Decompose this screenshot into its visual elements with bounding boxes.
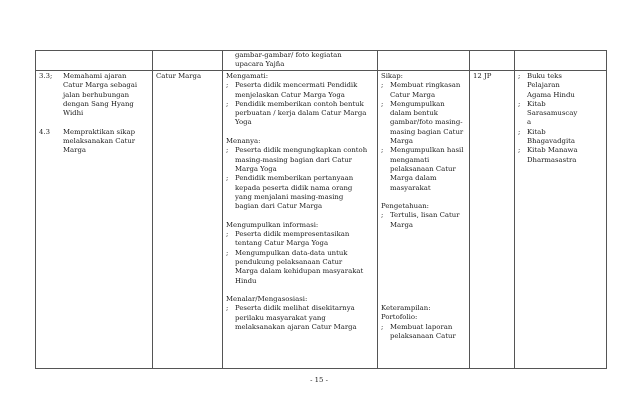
list-line: tentang Catur Marga Yoga — [235, 239, 329, 248]
activity-item — [226, 100, 374, 128]
list-line: Mengumpulkan data-data untuk — [235, 248, 348, 257]
kd-line: melaksanakan Catur — [63, 137, 136, 146]
spacer — [226, 211, 374, 220]
kd-item — [39, 72, 149, 118]
list-line: Tertulis, lisan Catur — [390, 211, 460, 220]
table-row-main — [36, 71, 607, 369]
list-line: Catur Marga — [390, 90, 436, 99]
list-line: Peserta didik mempresentasikan — [235, 230, 350, 239]
list-line: Pendidik memberikan contoh bentuk — [235, 99, 364, 108]
cell-kd-empty — [36, 51, 153, 71]
kd-number: 3.3; — [39, 72, 53, 80]
list-line: mengamati — [390, 155, 430, 164]
activity-heading: Menalar/Mengasosiasi: — [226, 295, 308, 304]
cell-alokasi-empty — [470, 51, 515, 71]
list-line: Bhagavadgita — [527, 137, 576, 146]
list-marker: ; — [518, 72, 521, 80]
list-line: Kitab Manawa — [527, 146, 578, 155]
kd-line: jalan berhubungan — [63, 90, 130, 99]
list-line: Peserta didik melihat disekitarnya — [235, 304, 355, 313]
pengetahuan-heading: Pengetahuan: — [381, 202, 429, 211]
cell-penilaian-empty — [378, 51, 470, 71]
activity-item — [226, 230, 374, 249]
list-line: Marga — [390, 137, 413, 146]
list-marker: ; — [518, 127, 521, 136]
list-line: perbuatan / kerja dalam Catur Marga — [235, 109, 367, 118]
list-line: Membuat ringkasan — [390, 81, 461, 90]
list-line: Sarasamuscay — [527, 109, 578, 118]
list-line: yang menjalani masing-masing — [235, 192, 344, 201]
list-line: kepada peserta didik nama orang — [235, 183, 353, 192]
list-line: Pelajaran — [527, 81, 560, 90]
list-marker: ; — [381, 81, 384, 90]
list-marker: ; — [226, 81, 229, 90]
cell-penilaian — [378, 71, 470, 369]
alokasi-text: 12 JP — [473, 72, 492, 80]
list-line: melaksanakan ajaran Catur Marga — [235, 323, 357, 332]
list-line: Pendidik memberikan pertanyaan — [235, 174, 354, 183]
kd-number: 4.3 — [39, 127, 50, 136]
portofolio-item — [381, 323, 466, 342]
activity-heading: Mengumpulkan informasi: — [226, 220, 319, 229]
spacer — [381, 230, 466, 304]
activity-item — [226, 146, 374, 174]
pengetahuan-item — [381, 211, 466, 230]
sumber-item — [518, 146, 603, 165]
cell-alokasi-waktu — [470, 71, 515, 369]
list-marker: ; — [381, 211, 384, 220]
list-line: Marga Yoga — [235, 164, 277, 173]
kd-line: Marga — [63, 146, 86, 155]
list-line: menjelaskan Catur Marga Yoga — [235, 90, 345, 99]
list-marker: ; — [381, 146, 384, 155]
list-line: pelaksanaan Catur — [390, 164, 456, 173]
sumber-item — [518, 72, 603, 100]
spacer — [381, 193, 466, 202]
cell-materi-empty — [153, 51, 223, 71]
cell-sumber-empty — [515, 51, 607, 71]
cell-kompetensi-dasar — [36, 71, 153, 369]
list-marker: ; — [518, 146, 521, 155]
cell-pembelajaran-continued — [223, 51, 378, 71]
list-line: Hindu — [235, 276, 257, 285]
list-marker: ; — [226, 99, 229, 108]
sikap-heading: Sikap: — [381, 72, 403, 80]
cell-kegiatan-pembelajaran — [223, 71, 378, 369]
list-line: pendukung pelaksanaan Catur — [235, 257, 343, 266]
kd-line: dengan Sang Hyang — [63, 99, 134, 108]
list-line: Mengumpulkan hasil — [390, 146, 464, 155]
cell-sumber-belajar — [515, 71, 607, 369]
sikap-item — [381, 81, 466, 100]
lesson-plan-table — [35, 50, 607, 369]
list-line: pelaksanaan Catur — [390, 331, 456, 340]
activity-item — [226, 81, 374, 100]
list-line: dalam bentuk — [390, 109, 438, 118]
list-line: Marga dalam — [390, 174, 437, 183]
activity-item — [226, 249, 374, 286]
list-line: Buku teks — [527, 72, 562, 80]
list-marker: ; — [226, 146, 229, 155]
list-marker: ; — [518, 99, 521, 108]
spacer — [39, 118, 149, 127]
list-marker: ; — [226, 230, 229, 239]
list-line: Kitab — [527, 127, 546, 136]
list-line: Agama Hindu — [527, 90, 575, 99]
list-marker: ; — [226, 248, 229, 257]
list-line: Marga dalam kehidupan masyarakat — [235, 267, 364, 276]
list-line: Dharmasastra — [527, 155, 577, 164]
list-marker: ; — [226, 304, 229, 313]
table-row-continued — [36, 51, 607, 71]
portofolio-heading: Portofolio: — [381, 313, 418, 322]
list-line: gambar/foto masing- — [390, 118, 463, 127]
list-line: masyarakat — [390, 183, 431, 192]
cell-materi-pokok — [153, 71, 223, 369]
list-line: bagian dari Catur Marga — [235, 202, 323, 211]
list-marker: ; — [226, 174, 229, 183]
list-line: Peserta didik mengungkapkan contoh — [235, 146, 368, 155]
kd-line: Catur Marga sebagai — [63, 81, 138, 90]
page-number: - 15 - — [310, 376, 328, 384]
list-line: Kitab — [527, 99, 546, 108]
continued-line: upacara Yajña — [235, 60, 285, 69]
sikap-item — [381, 146, 466, 192]
kd-line: Memahami ajaran — [63, 72, 127, 80]
list-line: masing bagian Catur — [390, 127, 464, 136]
kd-item — [39, 128, 149, 156]
list-line: perilaku masyarakat yang — [235, 313, 326, 322]
activity-item — [226, 174, 374, 211]
list-line: Peserta didik mencermati Pendidik — [235, 81, 358, 90]
sumber-item — [518, 100, 603, 128]
spacer — [226, 128, 374, 137]
list-line: masing-masing bagian dari Catur — [235, 155, 352, 164]
list-line: a — [527, 118, 532, 127]
spacer — [226, 286, 374, 295]
list-marker: ; — [381, 99, 384, 108]
list-marker: ; — [381, 322, 384, 331]
kd-line: Mempraktikan sikap — [63, 127, 135, 136]
list-line: Mengumpulkan — [390, 99, 445, 108]
activity-heading: Menanya: — [226, 137, 261, 146]
sikap-item — [381, 100, 466, 146]
activity-item — [226, 304, 374, 332]
kd-line: Widhi — [63, 109, 84, 118]
activity-heading: Mengamati: — [226, 72, 269, 80]
list-line: Marga — [390, 220, 413, 229]
sumber-item — [518, 128, 603, 147]
list-line: Yoga — [235, 118, 252, 127]
continued-line: gambar-gambar/ foto kegiatan — [235, 51, 342, 59]
keterampilan-heading: Keterampilan: — [381, 304, 431, 313]
materi-text: Catur Marga — [156, 72, 202, 80]
list-line: Membuat laporan — [390, 322, 453, 331]
